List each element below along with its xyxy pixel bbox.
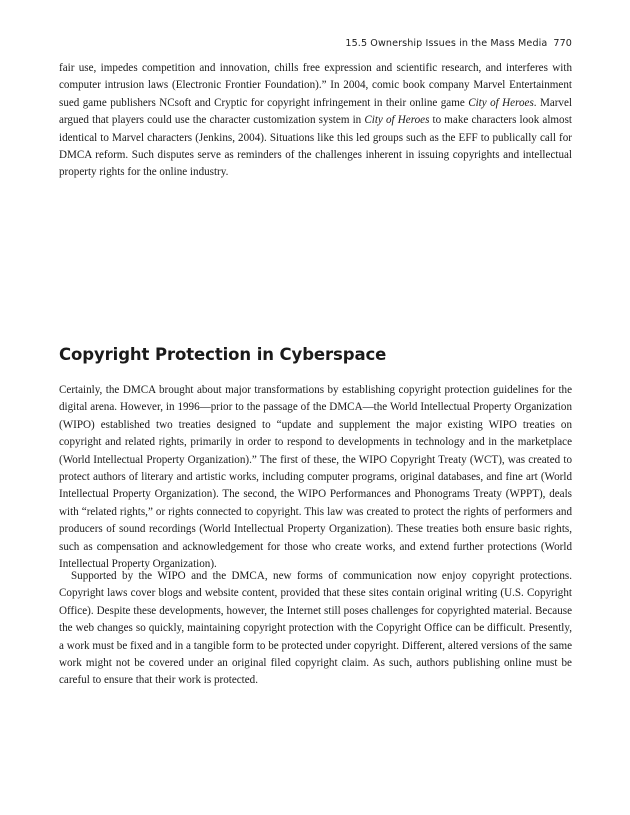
paragraph-1 (59, 60, 572, 182)
page-number: 770 (553, 38, 572, 49)
running-header (345, 38, 572, 49)
paragraph-1-italic-title-b: City of Heroes (364, 114, 430, 127)
paragraph-2: Certainly, the DMCA brought about major transformations by establishing copyright protection guidelines for the digital arena. However, in 1996—prior to the passage of the DMCA—the World Intellectual Property Organization (WIPO) established two treaties designed to “update and supplement the major existing WIPO treaties on copyright and related rights, primarily in order to respond to developments in technology and in the marketplace (World Intellectual Property Organization).” The first of these, the WIPO Copyright Treaty (WCT), was created to protect authors of literary and artistic works, including computer programs, original databases, and fine art (World Intellectual Property Organization). The second, the WIPO Performances and Phonograms Treaty (WPPT), deals with “related rights,” or rights connected to copyright. This law was created to protect the rights of performers and producers of sound recordings (World Intellectual Property Organization). These treaties both ensure basic rights, such as compensation and acknowledgement for those who create works, and extend further protections (World Intellectual Property Organization). (59, 384, 572, 571)
paragraph-1-italic-title-a: City of Heroes (468, 96, 534, 109)
paragraph-1-text-c: to make characters look almost identical to Marvel characters (Jenkins, 2004). Situations like this led groups such as the EFF to publically call for DMCA reform. Such disputes serve as reminders of the challenges inherent in issuing copyrights and intellectual property rights for the online industry. (59, 114, 572, 179)
paragraph-1-text-a: fair use, impedes competition and innovation, chills free expression and scientific research, and interferes with computer intrusion laws (Electronic Frontier Foundation).” In 2004, comic book company Marvel Entertainment sued game publishers NCsoft and Cryptic for copyright infringement in their online game (59, 62, 572, 109)
paragraph-3: Supported by the WIPO and the DMCA, new forms of communication now enjoy copyright protections. Copyright laws cover blogs and website content, provided that these sites contain original writing (U.S. Copyright Office). Despite these developments, however, the Internet still poses challenges for copyrighted material. Because the web changes so quickly, maintaining copyright protection with the Copyright Office can be difficult. Presently, a work must be fixed and in a tangible form to be protected under copyright. Different, altered versions of the same work might not be covered under an original filed copyright claim. As such, authors publishing online must be careful to ensure that their work is protected. (59, 570, 572, 687)
section-title: 15.5 Ownership Issues in the Mass Media (345, 38, 548, 49)
section-heading: Copyright Protection in Cyberspace (59, 345, 387, 364)
paragraph-1-text-b: . Marvel argued that players could use the character customization system in (59, 96, 572, 127)
